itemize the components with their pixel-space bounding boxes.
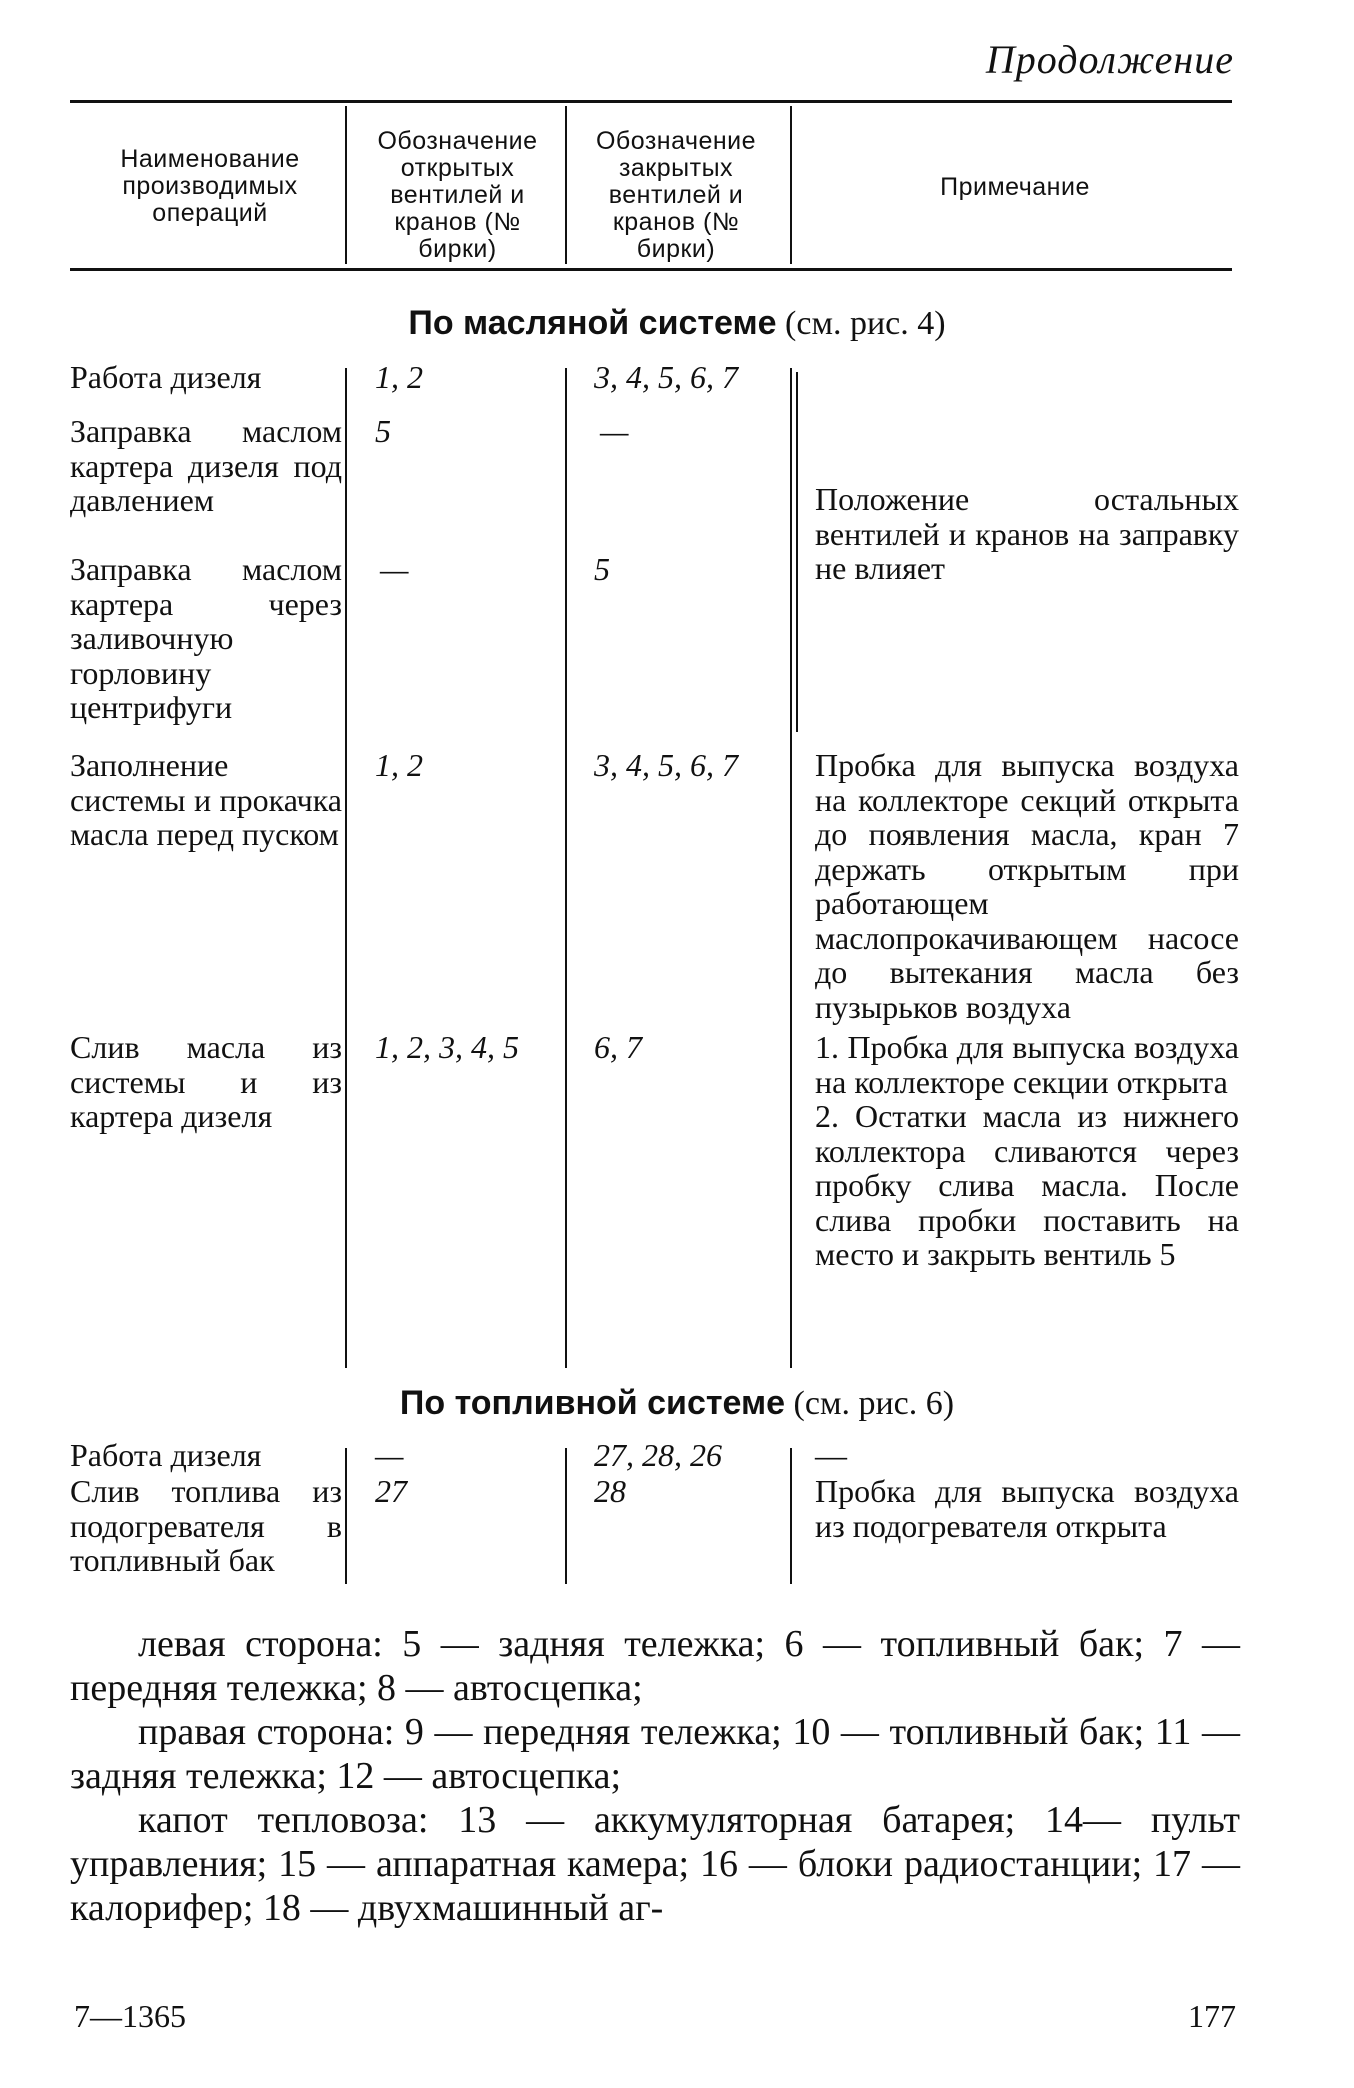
oil-row-4-note: Пробка для выпуска воздуха на коллекторе секций открыта до появления масла, кран 7 держать открытым при работающем маслопрокачивающем насосе до вытекания масла без пузырьков воздуха [815, 747, 1239, 1025]
column-header-note: Примечание [940, 173, 1090, 201]
fuel-divider-3 [790, 1448, 792, 1584]
oil-row-2-closed: — [600, 413, 629, 449]
section-title-fuel-bold: По топливной системе [399, 1384, 786, 1422]
oil-divider-1 [345, 368, 347, 1368]
oil-row-5-note-1: 1. Пробка для выпуска воздуха на коллекторе секции открыта [815, 1029, 1239, 1100]
oil-row-3-operation: Заправка маслом картера через заливочную горловину центрифуги [70, 551, 342, 725]
oil-row-2-open: 5 [375, 413, 391, 449]
fuel-divider-1 [345, 1448, 347, 1584]
oil-row-1-open: 1, 2 [375, 359, 423, 395]
column-header-open: Обозначение открытых вентилей и кранов (№ бирки) [377, 127, 538, 263]
fuel-row-2-note: Пробка для выпуска воздуха из подогревателя открыта [815, 1473, 1239, 1544]
header-divider-3 [790, 106, 792, 264]
oil-row-1-operation: Работа дизеля [70, 359, 262, 395]
body-paragraph-right-side: правая сторона: 9 — передняя тележка; 10 — топливный бак; 11 — задняя тележка; 12 — автосцепка; [70, 1711, 1240, 1797]
fuel-row-1-open: — [375, 1437, 404, 1473]
oil-row-5-operation: Слив масла из системы и из картера дизеля [70, 1029, 342, 1134]
section-title-fuel [0, 1384, 1354, 1423]
section-title-oil-bold: По масляной системе [408, 304, 777, 342]
fuel-divider-2 [565, 1448, 567, 1584]
oil-shared-note: Положение остальных вентилей и кранов на заправку не влияет [815, 481, 1239, 586]
oil-row-3-open: — [380, 551, 409, 587]
header-divider-1 [345, 106, 347, 264]
oil-row-4-closed: 3, 4, 5, 6, 7 [594, 747, 738, 783]
oil-row-5-closed: 6, 7 [594, 1029, 642, 1065]
oil-row-3-closed: 5 [594, 551, 610, 587]
fuel-row-2-closed: 28 [594, 1473, 626, 1509]
body-text [70, 1622, 1240, 1930]
table-top-rule [70, 100, 1232, 103]
oil-row-2-operation: Заправка маслом картера дизеля под давлением [70, 413, 342, 518]
oil-row-5-open: 1, 2, 3, 4, 5 [375, 1029, 519, 1065]
fuel-row-1-closed: 27, 28, 26 [594, 1437, 722, 1473]
fuel-row-1-operation: Работа дизеля [70, 1437, 262, 1473]
section-title-oil-ref: (см. рис. 4) [776, 305, 946, 342]
fuel-row-2-operation: Слив топлива из подогревателя в топливный бак [70, 1473, 342, 1578]
oil-row-4-open: 1, 2 [375, 747, 423, 783]
oil-row-5-note-2: 2. Остатки масла из нижнего коллектора сливаются через пробку слива масла. После слива пробки поставить на место и закрыть вентиль 5 [815, 1098, 1239, 1272]
fuel-row-2-open: 27 [375, 1473, 407, 1509]
body-paragraph-hood: капот тепловоза: 13 — аккумуляторная батарея; 14— пульт управления; 15 — аппаратная камера; 16 — блоки радиостанции; 17 — калорифер; 18 — двухмашинный аг- [70, 1799, 1240, 1929]
oil-row-1-closed: 3, 4, 5, 6, 7 [594, 359, 738, 395]
column-header-operation: Наименование производимых операций [120, 145, 300, 227]
header-divider-2 [565, 106, 567, 264]
body-paragraph-left-side: левая сторона: 5 — задняя тележка; 6 — топливный бак; 7 — передняя тележка; 8 — автосцепка; [70, 1623, 1240, 1709]
column-header-closed: Обозначение закрытых вентилей и кранов (№ бирки) [595, 127, 757, 263]
oil-divider-2 [565, 368, 567, 1368]
continuation-label: Продолжение [985, 37, 1234, 82]
section-title-fuel-ref: (см. рис. 6) [785, 1385, 955, 1422]
page-number: 177 [1188, 1998, 1236, 2034]
section-title-oil [0, 304, 1354, 343]
printer-signature: 7—1365 [74, 1998, 186, 2034]
oil-row-4-operation: Заполнение системы и прокачка масла перед пуском [70, 747, 342, 852]
oil-row-5-note [815, 1030, 1239, 1272]
fuel-row-1-note: — [815, 1437, 847, 1473]
oil-divider-3 [790, 368, 792, 1368]
note-brace [796, 372, 808, 732]
table-header-bottom-rule [70, 268, 1232, 271]
